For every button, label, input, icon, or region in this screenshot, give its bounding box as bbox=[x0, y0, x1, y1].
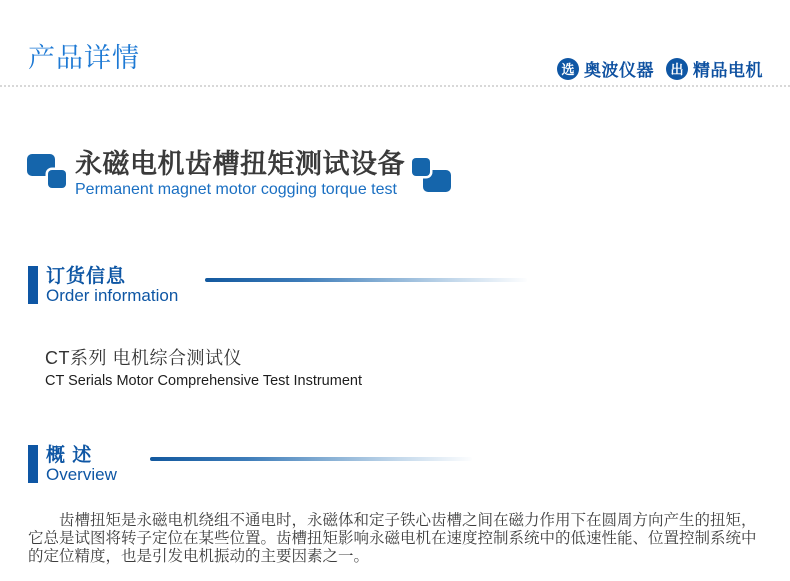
badge-label: 奥波仪器 bbox=[584, 61, 654, 80]
chu-circle-icon: 出 bbox=[666, 58, 688, 80]
overview-title-cn: 概 述 bbox=[46, 445, 93, 466]
hero-section bbox=[27, 149, 763, 198]
overview-gradient-line bbox=[150, 457, 472, 461]
header-badges bbox=[557, 56, 763, 81]
product-subtitle: Permanent magnet motor cogging torque test bbox=[75, 181, 397, 198]
product-title: 永磁电机齿槽扭矩测试设备 bbox=[75, 149, 405, 179]
section-accent-bar bbox=[28, 445, 38, 483]
section-accent-bar bbox=[28, 266, 38, 304]
hero-text bbox=[75, 149, 405, 198]
order-info-title-cn: 订货信息 bbox=[46, 266, 127, 287]
section-titles bbox=[46, 445, 117, 484]
badge-quality-motor[interactable] bbox=[666, 56, 763, 81]
badge-label: 精品电机 bbox=[693, 61, 763, 80]
badge-aopo-instruments[interactable] bbox=[557, 56, 654, 81]
xuan-circle-icon: 选 bbox=[557, 58, 579, 80]
blue-squares-left-icon bbox=[27, 154, 67, 192]
page-title: 产品详情 bbox=[28, 43, 140, 73]
overview-section-header bbox=[28, 445, 117, 484]
dotted-divider bbox=[0, 85, 790, 87]
order-info-title-en: Order information bbox=[46, 286, 179, 305]
overview-title-en: Overview bbox=[46, 465, 117, 484]
order-gradient-line bbox=[205, 278, 527, 282]
order-info-section-header bbox=[28, 266, 178, 305]
product-model-cn: CT系列 电机综合测试仪 bbox=[45, 348, 242, 368]
blue-squares-right-icon bbox=[411, 154, 451, 192]
product-model-en: CT Serials Motor Comprehensive Test Instrument bbox=[45, 373, 362, 389]
section-titles bbox=[46, 266, 178, 305]
product-model-block bbox=[45, 348, 362, 390]
overview-paragraph: 齿槽扭矩是永磁电机绕组不通电时，永磁体和定子铁心齿槽之间在磁力作用下在圆周方向产生的扭矩，它总是试图将转子定位在某些位置。齿槽扭矩影响永磁电机在速度控制系统中的低速性能、位置控制系统中的定位精度，也是引发电机振动的主要因素之一。 bbox=[28, 512, 757, 565]
